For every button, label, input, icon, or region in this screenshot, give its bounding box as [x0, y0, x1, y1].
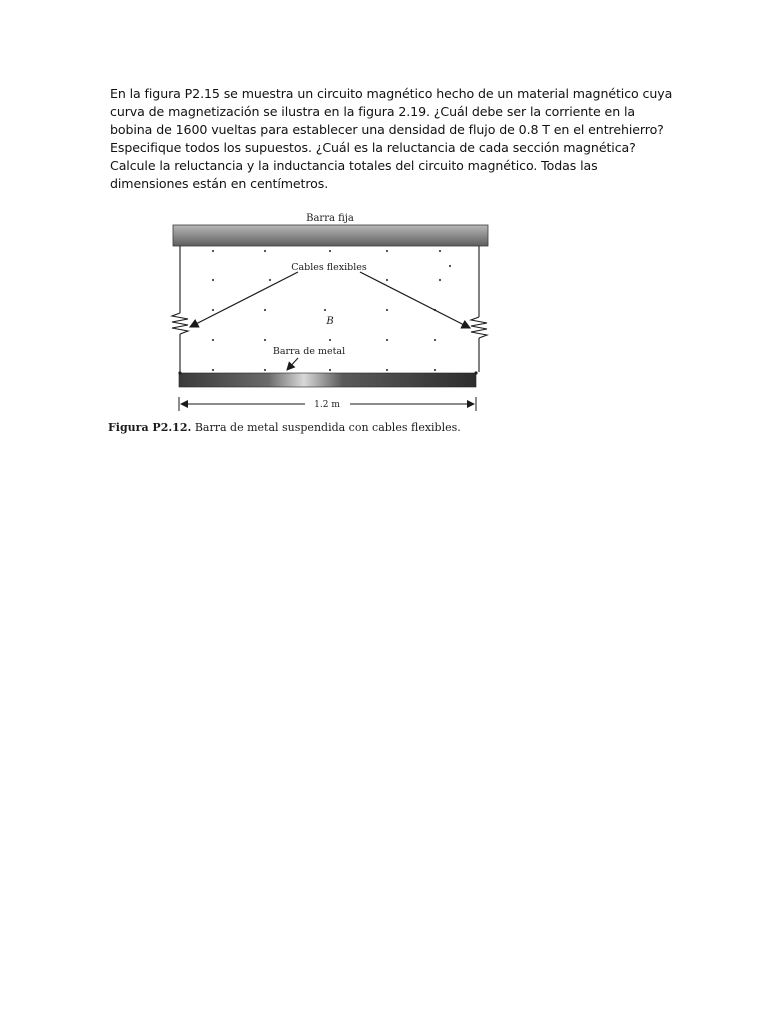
left-cable	[172, 246, 188, 372]
metal-bar-arrow	[287, 358, 298, 370]
caption-number: Figura P2.12.	[108, 421, 192, 434]
figure-suspended-bar	[105, 200, 545, 452]
problem-line-1: En la figura P2.15 se muestra un circuito magnético hecho de un material magnético cuya	[110, 86, 673, 101]
problem-line-2: curva de magnetización se ilustra en la figura 2.19. ¿Cuál debe ser la corriente en la	[110, 104, 635, 119]
problem-line-6: dimensiones están en centímetros.	[110, 176, 329, 191]
problem-line-4: Especifique todos los supuestos. ¿Cuál es la reluctancia de cada sección magnética?	[110, 140, 636, 155]
fixed-bar	[173, 225, 488, 246]
right-cable	[471, 246, 487, 372]
fixed-bar-label: Barra fija	[306, 213, 354, 224]
problem-statement	[110, 85, 673, 193]
cables-label: Cables flexibles	[291, 262, 367, 273]
cable-arrow-right	[360, 272, 470, 328]
metal-bar-label: Barra de metal	[272, 346, 346, 357]
field-label: B	[326, 316, 334, 327]
figure-caption	[108, 421, 461, 434]
problem-line-3: bobina de 1600 vueltas para establecer una densidad de flujo de 0.8 T en el entrehierro?	[110, 122, 664, 137]
metal-bar	[178, 371, 477, 387]
figure-svg	[105, 200, 545, 452]
caption-text: Barra de metal suspendida con cables flexibles.	[191, 421, 461, 434]
cable-arrow-left	[190, 272, 298, 327]
problem-line-5: Calcule la reluctancia y la inductancia totales del circuito magnético. Todas las	[110, 158, 598, 173]
dimension-label: 1.2 m	[314, 400, 340, 410]
